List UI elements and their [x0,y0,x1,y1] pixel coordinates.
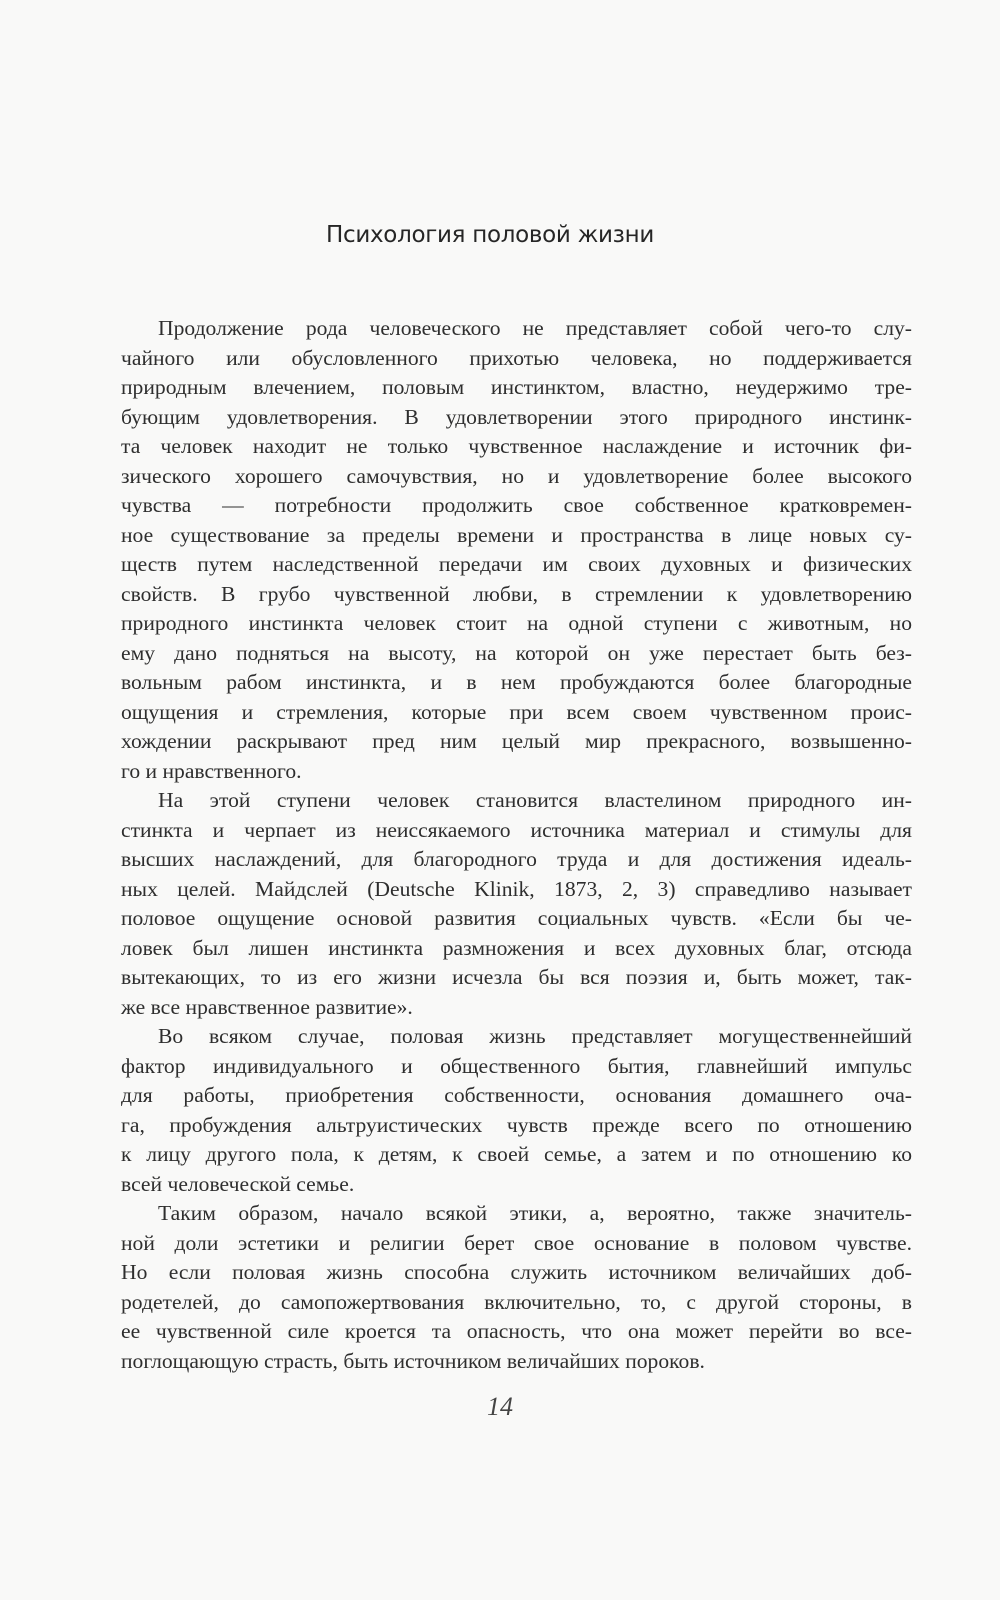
text-line: та человек находит не только чувственное наслаждение и источник фи- [121,434,912,458]
text-line: поглощающую страсть, быть источником величайших пороков. [121,1348,705,1373]
text-line: Во всяком случае, половая жизнь представляет могущественнейший [158,1024,912,1048]
paragraph [121,1022,912,1199]
text-line: всей человеческой семье. [121,1171,355,1196]
text-line: фактор индивидуального и общественного бытия, главнейший импульс [121,1053,912,1078]
text-line: чайного или обусловленного прихотью человека, но поддерживается [121,345,912,370]
chapter-title: Психология половой жизни [326,222,654,248]
paragraph [121,1199,912,1376]
text-line: же все нравственное развитие». [121,994,413,1019]
text-line: На этой ступени человек становится властелином природного ин- [158,788,912,812]
text-line: Продолжение рода человеческого не представляет собой чего-то слу- [158,316,912,340]
text-line: га, пробуждения альтруистических чувств прежде всего по отношению [121,1112,912,1137]
paragraph [121,314,912,786]
text-line: ее чувственной силе кроется та опасность, что она может перейти во все- [121,1319,912,1343]
text-line: хождении раскрывают пред ним целый мир прекрасного, возвышенно- [121,729,912,753]
page-number: 14 [487,1392,513,1421]
text-line: ных целей. Майдслей (Deutsche Klinik, 1873, 2, 3) справедливо называет [121,876,912,901]
text-line: стинкта и черпает из неиссякаемого источника материал и стимулы для [121,817,912,842]
text-line: вольным рабом инстинкта, и в нем пробуждаются более благородные [121,670,912,694]
text-line: ощущения и стремления, которые при всем своем чувственном проис- [121,699,912,724]
text-line: высших наслаждений, для благородного труда и для достижения идеаль- [121,847,912,871]
text-line: Но если половая жизнь способна служить источником величайших доб- [121,1260,912,1284]
text-line: бующим удовлетворения. В удовлетворении этого природного инстинк- [121,404,912,429]
text-line: к лицу другого пола, к детям, к своей семье, а затем и по отношению ко [121,1142,912,1166]
text-line: ществ путем наследственной передачи им своих духовных и физических [121,552,912,576]
text-line: го и нравственного. [121,758,302,783]
text-line: зического хорошего самочувствия, но и удовлетворение более высокого [121,463,912,488]
paragraph [121,786,912,1022]
text-line: родетелей, до самопожертвования включительно, то, с другой стороны, в [121,1289,912,1314]
body-text [121,314,912,1376]
text-line: Таким образом, начало всякой этики, а, вероятно, также значитель- [158,1201,912,1225]
text-line: вытекающих, то из его жизни исчезла бы вся поэзия и, быть может, так- [121,965,912,989]
text-line: половое ощущение основой развития социальных чувств. «Если бы че- [121,906,912,930]
text-line: природного инстинкта человек стоит на одной ступени с животным, но [121,611,912,635]
text-line: свойств. В грубо чувственной любви, в стремлении к удовлетворению [121,581,912,606]
text-line: ной доли эстетики и религии берет свое основание в половом чувстве. [121,1230,912,1255]
text-line: ное существование за пределы времени и пространства в лице новых су- [121,522,912,547]
text-line: для работы, приобретения собственности, основания домашнего оча- [121,1083,912,1107]
text-line: ловек был лишен инстинкта размножения и всех духовных благ, отсюда [121,935,912,960]
text-line: ему дано подняться на высоту, на которой он уже перестает быть без- [121,640,912,665]
text-line: чувства — потребности продолжить свое собственное кратковремен- [121,493,912,517]
text-line: природным влечением, половым инстинктом, властно, неудержимо тре- [121,375,912,399]
